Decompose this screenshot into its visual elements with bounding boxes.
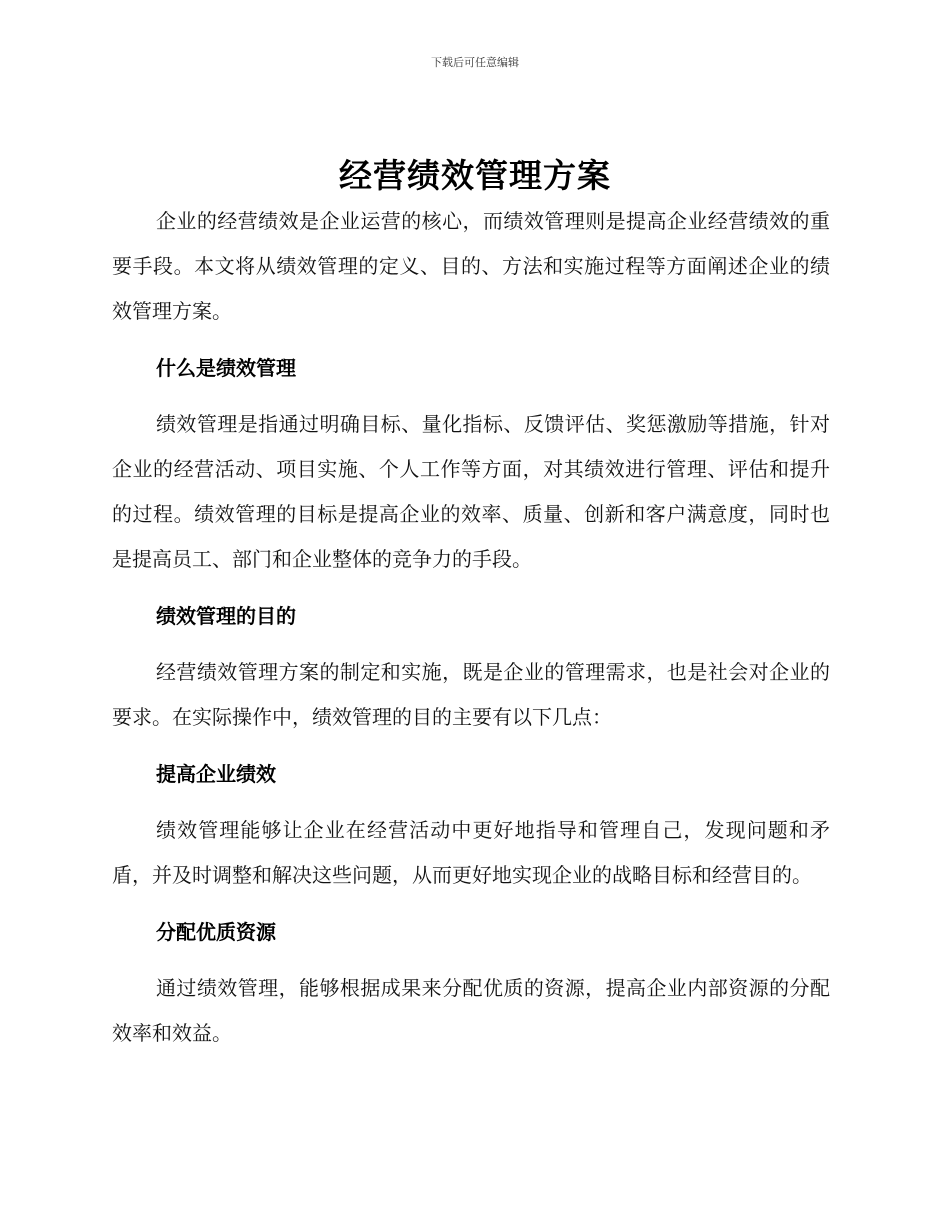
allocate-resources-paragraph: 通过绩效管理，能够根据成果来分配优质的资源，提高企业内部资源的分配效率和效益。 <box>112 976 830 1045</box>
intro-paragraph: 企业的经营绩效是企业运营的核心，而绩效管理则是提高企业经营绩效的重要手段。本文将从绩效管理的定义、目的、方法和实施过程等方面阐述企业的绩效管理方案。 <box>112 209 830 323</box>
header-note: 下载后可任意编辑 <box>431 56 519 69</box>
section-heading-improve-performance: 提高企业绩效 <box>156 762 276 786</box>
section-heading-purpose: 绩效管理的目的 <box>156 604 296 628</box>
document-body <box>112 199 830 1056</box>
improve-performance-paragraph: 绩效管理能够让企业在经营活动中更好地指导和管理自己，发现问题和矛盾，并及时调整和解决这些问题，从而更好地实现企业的战略目标和经营目的。 <box>112 818 830 887</box>
document-title: 经营绩效管理方案 <box>339 156 611 195</box>
definition-paragraph: 绩效管理是指通过明确目标、量化指标、反馈评估、奖惩激励等措施，针对企业的经营活动、项目实施、个人工作等方面，对其绩效进行管理、评估和提升的过程。绩效管理的目标是提高企业的效率、质量、创新和客户满意度，同时也是提高员工、部门和企业整体的竞争力的手段。 <box>112 412 830 571</box>
purpose-paragraph: 经营绩效管理方案的制定和实施，既是企业的管理需求，也是社会对企业的要求。在实际操作中，绩效管理的目的主要有以下几点： <box>112 660 830 729</box>
section-heading-definition: 什么是绩效管理 <box>156 356 296 380</box>
section-heading-allocate-resources: 分配优质资源 <box>156 920 276 944</box>
